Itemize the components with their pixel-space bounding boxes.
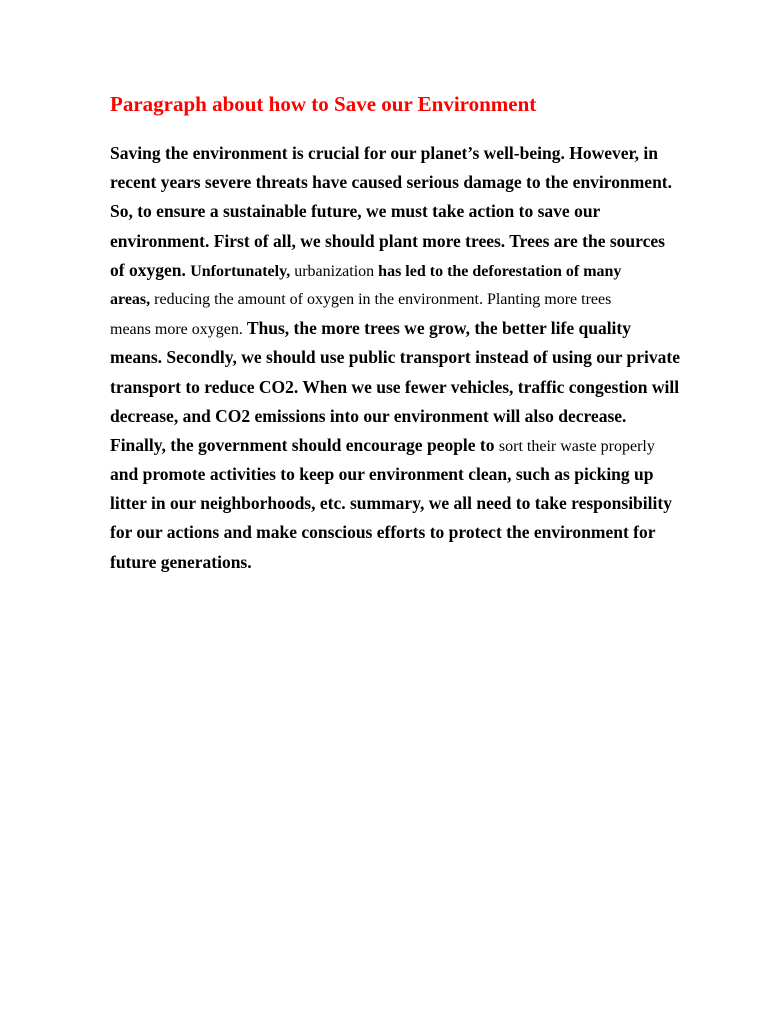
paragraph-line	[110, 518, 715, 547]
body-paragraph	[110, 139, 715, 577]
text-run: and promote activities to keep our environment clean, such as picking up	[110, 464, 654, 485]
text-run: litter in our neighborhoods, etc. summary, we all need to take responsibility	[110, 493, 672, 514]
text-run: Saving the environment is crucial for our planet’s well-being. However, in	[110, 143, 659, 163]
text-run: of oxygen.	[110, 259, 191, 280]
paragraph-line	[110, 197, 715, 226]
paragraph-line	[110, 402, 715, 431]
paragraph-line	[110, 548, 715, 577]
paragraph-line	[110, 373, 715, 402]
text-run: environment. First of all, we should plant more trees. Trees are the sources	[110, 230, 665, 251]
paragraph-line	[110, 227, 715, 256]
text-run: Thus, the more trees we grow, the better life quality	[246, 318, 631, 339]
document-title: Paragraph about how to Save our Environment	[110, 92, 537, 116]
paragraph-line	[110, 431, 715, 460]
text-run: transport to reduce CO2. When we use fewer vehicles, traffic congestion will	[110, 376, 680, 397]
text-run: urbanization	[290, 262, 379, 280]
paragraph-line	[110, 460, 715, 489]
paragraph-line	[110, 139, 715, 168]
text-run: decrease, and CO2 emissions into our environment will also decrease.	[110, 405, 627, 426]
text-run: Unfortunately,	[190, 262, 291, 280]
paragraph-line	[110, 285, 715, 314]
text-run: means. Secondly, we should use public transport instead of using our private	[110, 347, 680, 368]
text-run: means more oxygen.	[110, 321, 247, 339]
text-run: So, to ensure a sustainable future, we must take action to save our	[110, 201, 601, 222]
text-run: areas,	[110, 290, 151, 308]
text-run: reducing the amount of oxygen in the environment. Planting more trees	[150, 290, 612, 308]
paragraph-line	[110, 314, 715, 343]
text-run: sort their waste properly	[498, 437, 655, 455]
paragraph-line	[110, 256, 715, 285]
text-run: has led to the deforestation of many	[378, 262, 622, 280]
text-run: for our actions and make conscious efforts to protect the environment for	[110, 522, 656, 543]
text-run: Finally, the government should encourage people to	[110, 434, 499, 455]
paragraph-line	[110, 168, 715, 197]
paragraph-line	[110, 343, 715, 372]
text-run: future generations.	[110, 551, 252, 572]
paragraph-line	[110, 489, 715, 518]
text-run: recent years severe threats have caused serious damage to the environment.	[110, 172, 673, 193]
